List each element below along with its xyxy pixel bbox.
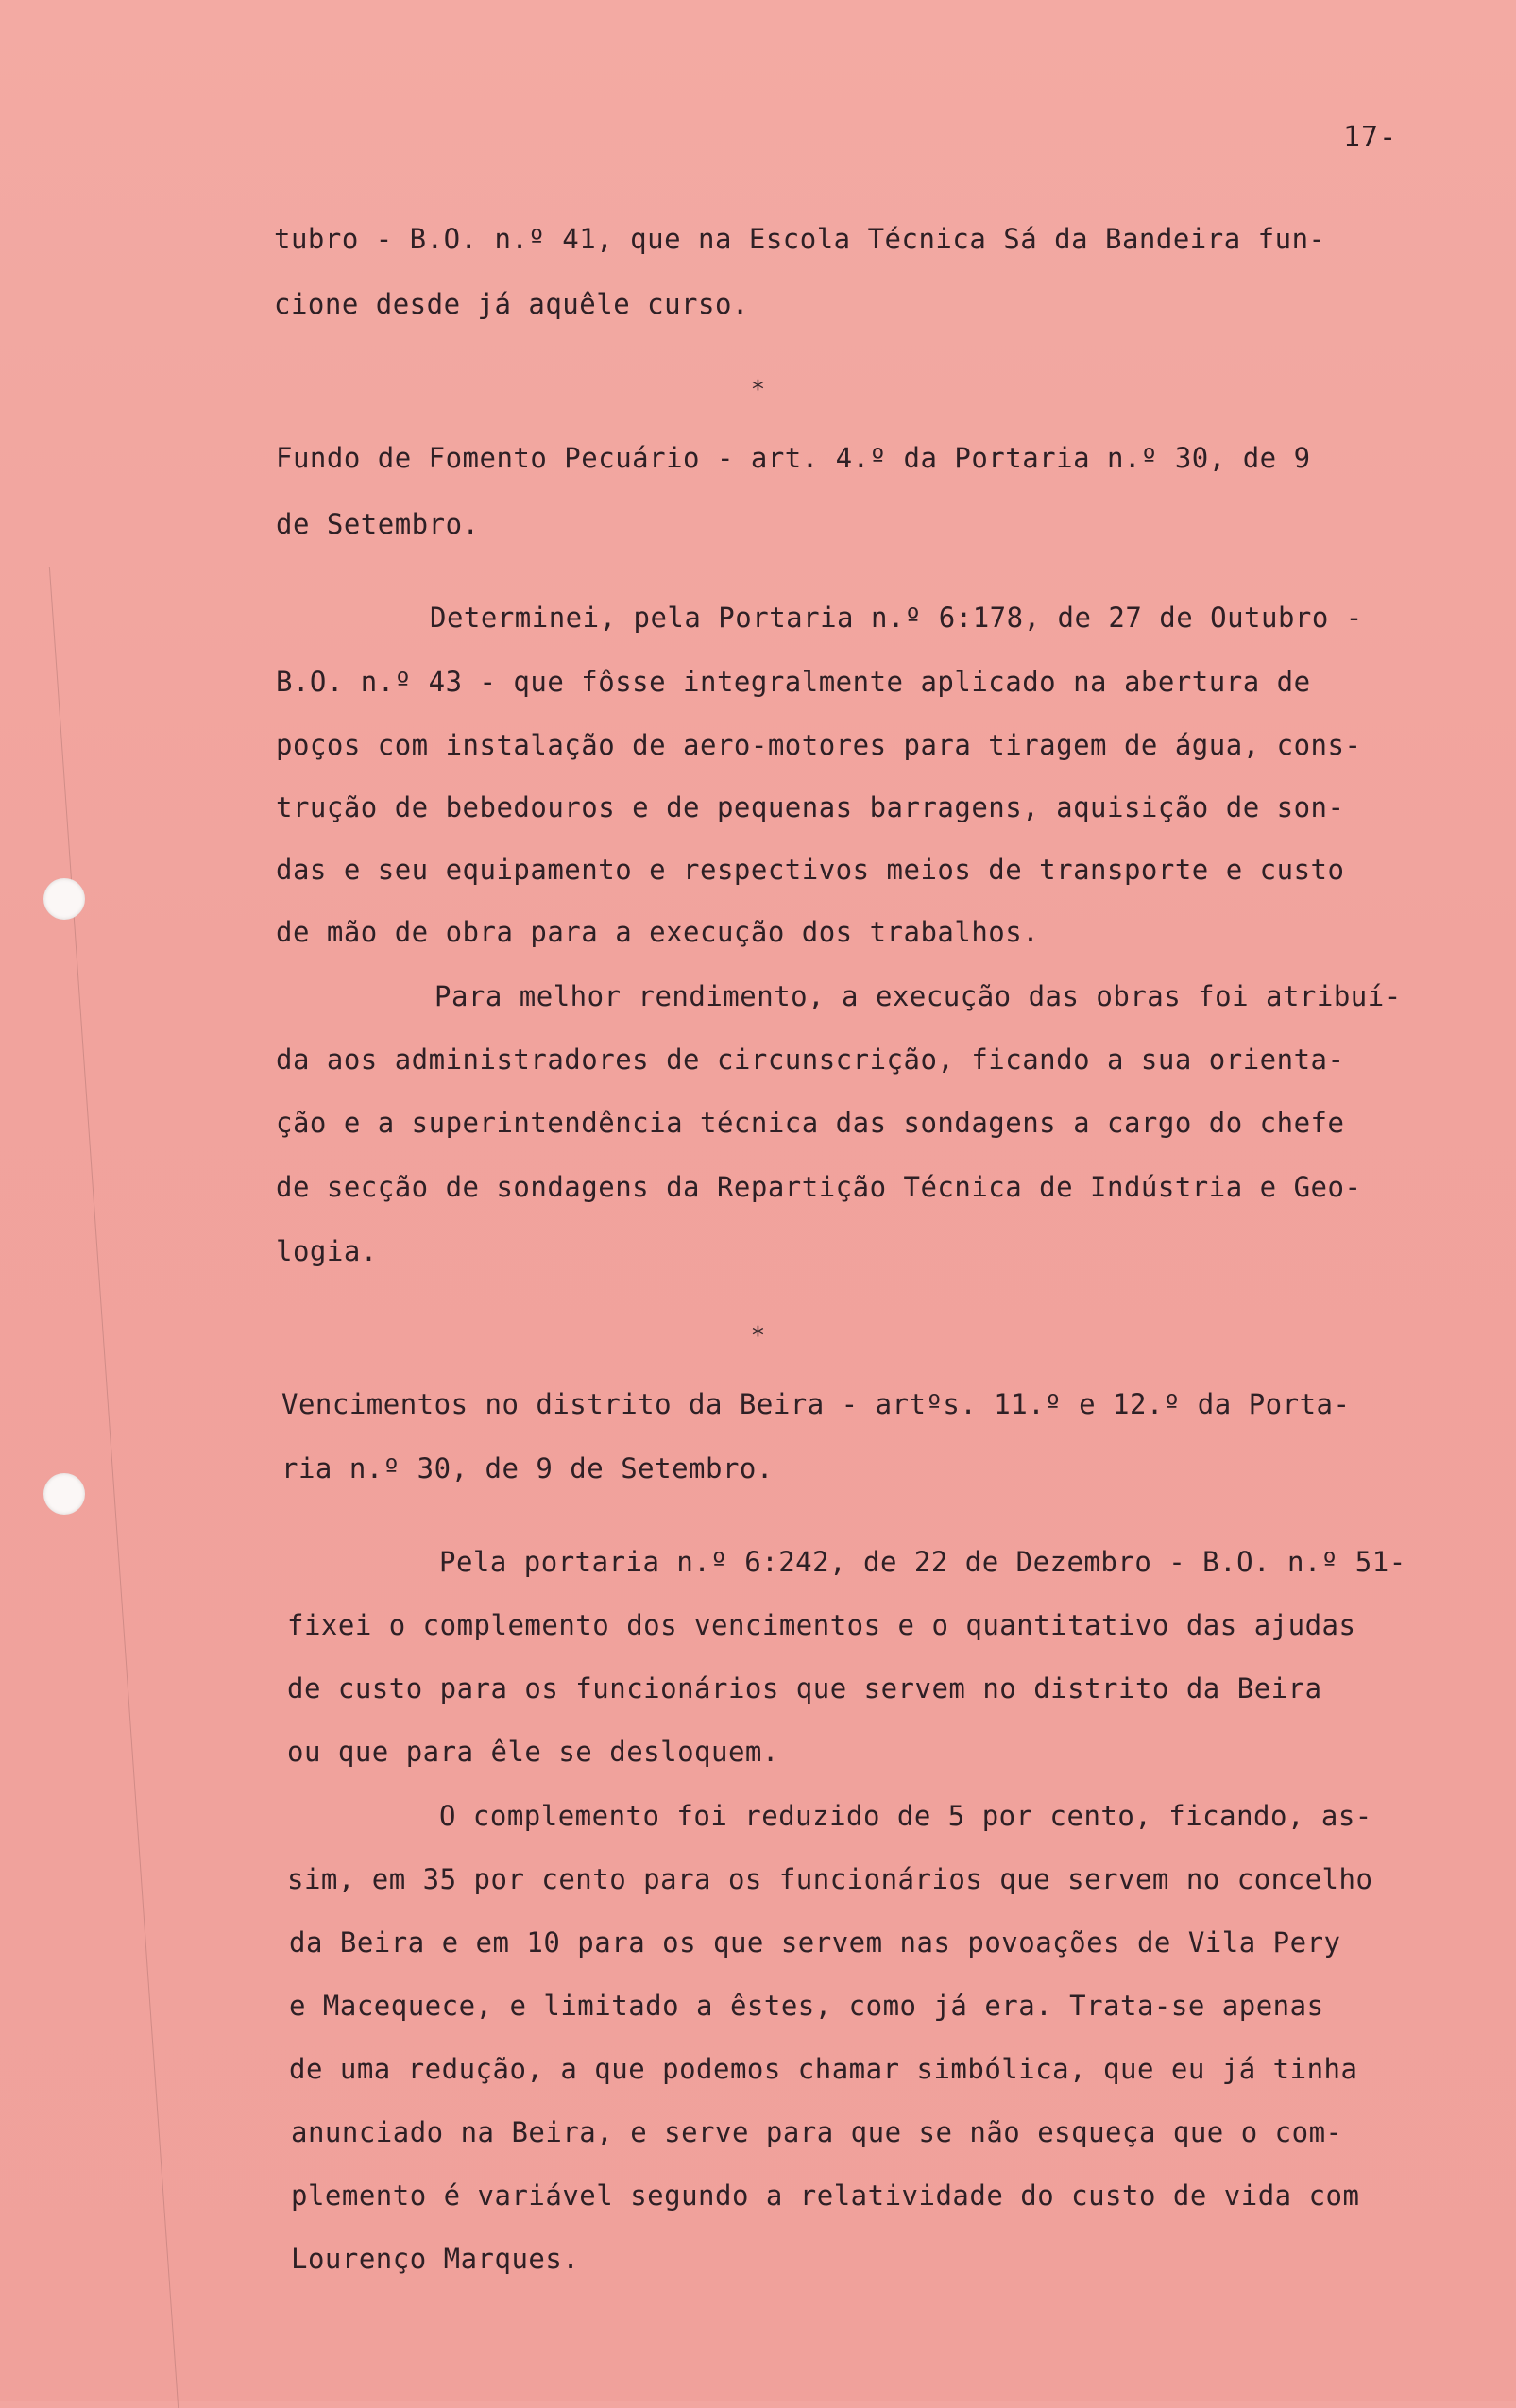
text-line: de uma redução, a que podemos chamar simbólica, que eu já tinha	[289, 2053, 1358, 2085]
text-line: da aos administradores de circunscrição, ficando a sua orienta-	[276, 1043, 1345, 1076]
text-line: Determinei, pela Portaria n.º 6:178, de 27 de Outubro -	[430, 602, 1363, 634]
text-line: da Beira e em 10 para os que servem nas povoações de Vila Pery	[289, 1926, 1341, 1959]
text-line: e Macequece, e limitado a êstes, como já era. Trata-se apenas	[289, 1990, 1324, 2022]
text-line: de mão de obra para a execução dos trabalhos.	[276, 916, 1040, 948]
text-line: poços com instalação de aero-motores para tiragem de água, cons-	[276, 729, 1362, 761]
text-line: Pela portaria n.º 6:242, de 22 de Dezembro - B.O. n.º 51-	[439, 1546, 1406, 1578]
text-line: de custo para os funcionários que servem no distrito da Beira	[287, 1672, 1322, 1704]
section-heading-line: Vencimentos no distrito da Beira - artºs. 11.º e 12.º da Porta-	[281, 1388, 1351, 1420]
text-line: O complemento foi reduzido de 5 por cento, ficando, as-	[439, 1800, 1372, 1832]
section-heading-line: de Setembro.	[276, 508, 480, 540]
text-line: trução de bebedouros e de pequenas barragens, aquisição de son-	[276, 791, 1345, 823]
text-line: Lourenço Marques.	[291, 2243, 580, 2275]
punch-hole-top	[43, 878, 85, 920]
text-line: B.O. n.º 43 - que fôsse integralmente aplicado na abertura de	[276, 666, 1311, 698]
section-heading-line: ria n.º 30, de 9 de Setembro.	[281, 1452, 774, 1484]
text-line: tubro - B.O. n.º 41, que na Escola Técnica Sá da Bandeira fun-	[274, 223, 1326, 255]
text-line: logia.	[276, 1235, 378, 1267]
text-line: Para melhor rendimento, a execução das obras foi atribuí-	[434, 980, 1402, 1012]
section-separator: *	[750, 1322, 766, 1350]
text-line: plemento é variável segundo a relatividade do custo de vida com	[291, 2179, 1360, 2212]
text-line: sim, em 35 por cento para os funcionários que servem no concelho	[287, 1863, 1373, 1895]
section-separator: *	[750, 376, 766, 404]
page-number: 17-	[1343, 121, 1398, 154]
text-line: anunciado na Beira, e serve para que se não esqueça que o com-	[291, 2116, 1343, 2148]
text-line: de secção de sondagens da Repartição Técnica de Indústria e Geo-	[276, 1171, 1362, 1203]
punch-hole-bottom	[43, 1473, 85, 1515]
text-line: ou que para êle se desloquem.	[287, 1736, 779, 1768]
text-line: cione desde já aquêle curso.	[274, 288, 749, 320]
text-line: das e seu equipamento e respectivos meios de transporte e custo	[276, 854, 1345, 886]
section-heading-line: Fundo de Fomento Pecuário - art. 4.º da Portaria n.º 30, de 9	[276, 442, 1311, 474]
text-line: ção e a superintendência técnica das sondagens a cargo do chefe	[276, 1107, 1345, 1139]
text-line: fixei o complemento dos vencimentos e o quantitativo das ajudas	[287, 1609, 1356, 1641]
